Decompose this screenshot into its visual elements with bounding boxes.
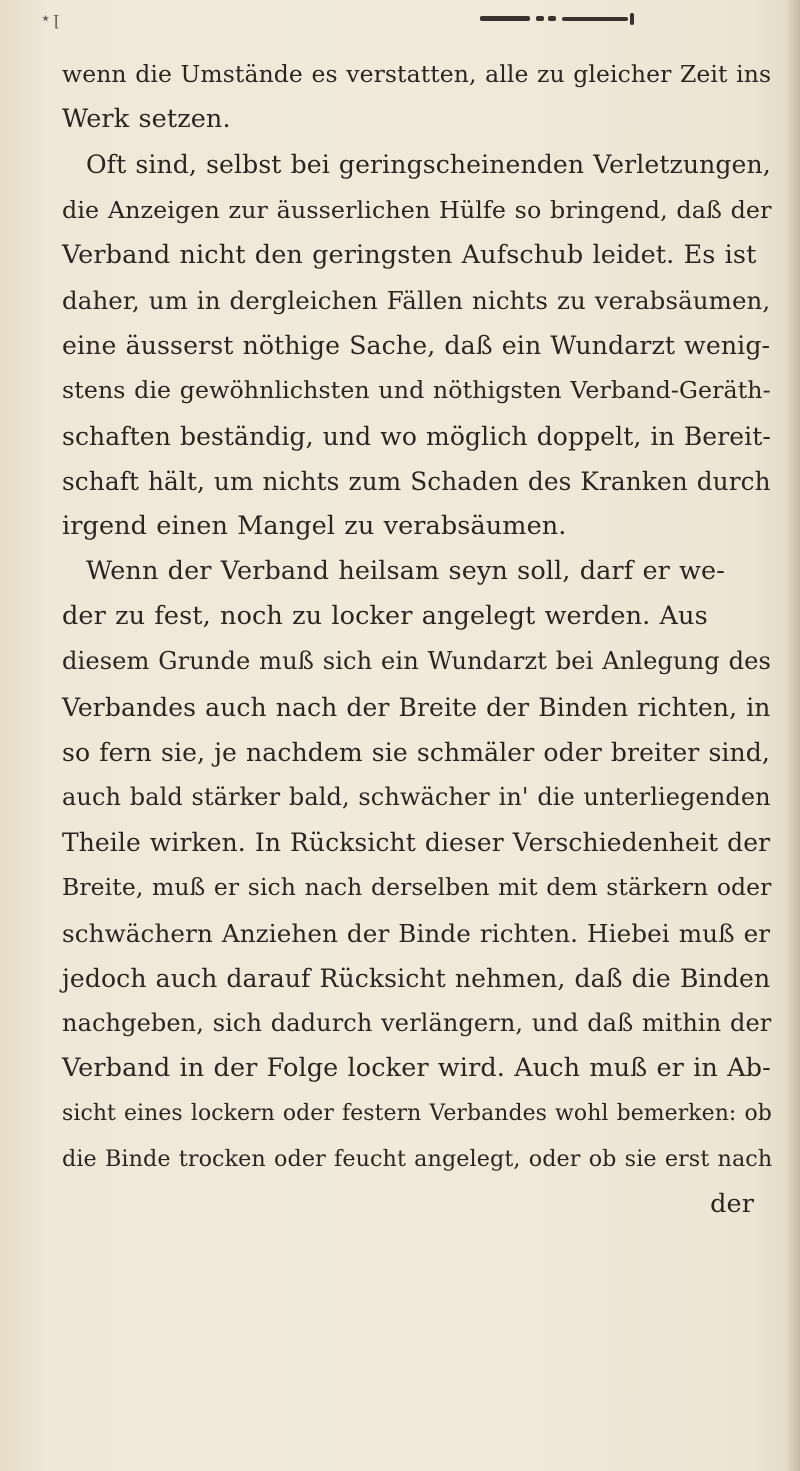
text-line: jedoch auch darauf Rücksicht nehmen, daß die Binden bbox=[62, 963, 771, 993]
text-line: daher, um in dergleichen Fällen nichts zu verabsäumen, bbox=[62, 285, 771, 315]
text-line: Wenn der Verband heilsam seyn soll, darf er we- bbox=[86, 556, 725, 587]
text-line: stens die gewöhnlichsten und nöthigsten Verband-Geräth- bbox=[62, 376, 771, 405]
header-marks bbox=[40, 6, 800, 46]
text-line: schwächern Anziehen der Binde richten. Hiebei muß er bbox=[62, 918, 771, 948]
body-text bbox=[62, 52, 774, 1227]
text-line: wenn die Umstände es verstatten, alle zu gleicher Zeit ins bbox=[62, 60, 772, 88]
corner-mark-icon: ⋆ꞁ bbox=[40, 8, 62, 29]
text-line: so fern sie, je nachdem sie schmäler oder breiter sind, bbox=[62, 737, 771, 767]
ornament-rule bbox=[480, 16, 640, 22]
page-edge-shadow bbox=[786, 0, 800, 1471]
text-line: Werk setzen. bbox=[62, 104, 231, 135]
text-line: eine äusserst nöthige Sache, daß ein Wundarzt wenig- bbox=[62, 331, 771, 361]
text-line: Verband in der Folge locker wird. Auch muß er in Ab- bbox=[62, 1053, 771, 1084]
text-line: sicht eines lockern oder festern Verbandes wohl bemerken: ob bbox=[62, 1101, 772, 1127]
text-line: irgend einen Mangel zu verabsäumen. bbox=[62, 510, 567, 541]
text-line: Oft sind, selbst bei geringscheinenden Verletzungen, bbox=[86, 150, 771, 180]
text-line: schaften beständig, und wo möglich doppelt, in Bereit- bbox=[62, 421, 771, 451]
text-line: diesem Grunde muß sich ein Wundarzt bei Anlegung des bbox=[62, 647, 771, 676]
text-line: schaft hält, um nichts zum Schaden des Kranken durch bbox=[62, 466, 771, 496]
text-line: die Binde trocken oder feucht angelegt, oder ob sie erst nach bbox=[62, 1145, 773, 1172]
text-line: Theile wirken. In Rücksicht dieser Verschiedenheit der bbox=[62, 828, 771, 858]
text-line: auch bald stärker bald, schwächer in' die unterliegenden bbox=[62, 783, 771, 811]
text-line: nachgeben, sich dadurch verlängern, und daß mithin der bbox=[62, 1008, 772, 1037]
catchword: der bbox=[710, 1188, 754, 1219]
text-line: Verband nicht den geringsten Aufschub leidet. Es ist bbox=[62, 239, 757, 270]
text-line: der zu fest, noch zu locker angelegt werden. Aus bbox=[62, 601, 708, 632]
text-line: die Anzeigen zur äusserlichen Hülfe so bringend, daß der bbox=[62, 195, 772, 224]
text-line: Verbandes auch nach der Breite der Binden richten, in bbox=[62, 692, 771, 722]
text-line: Breite, muß er sich nach derselben mit dem stärkern oder bbox=[62, 873, 772, 902]
